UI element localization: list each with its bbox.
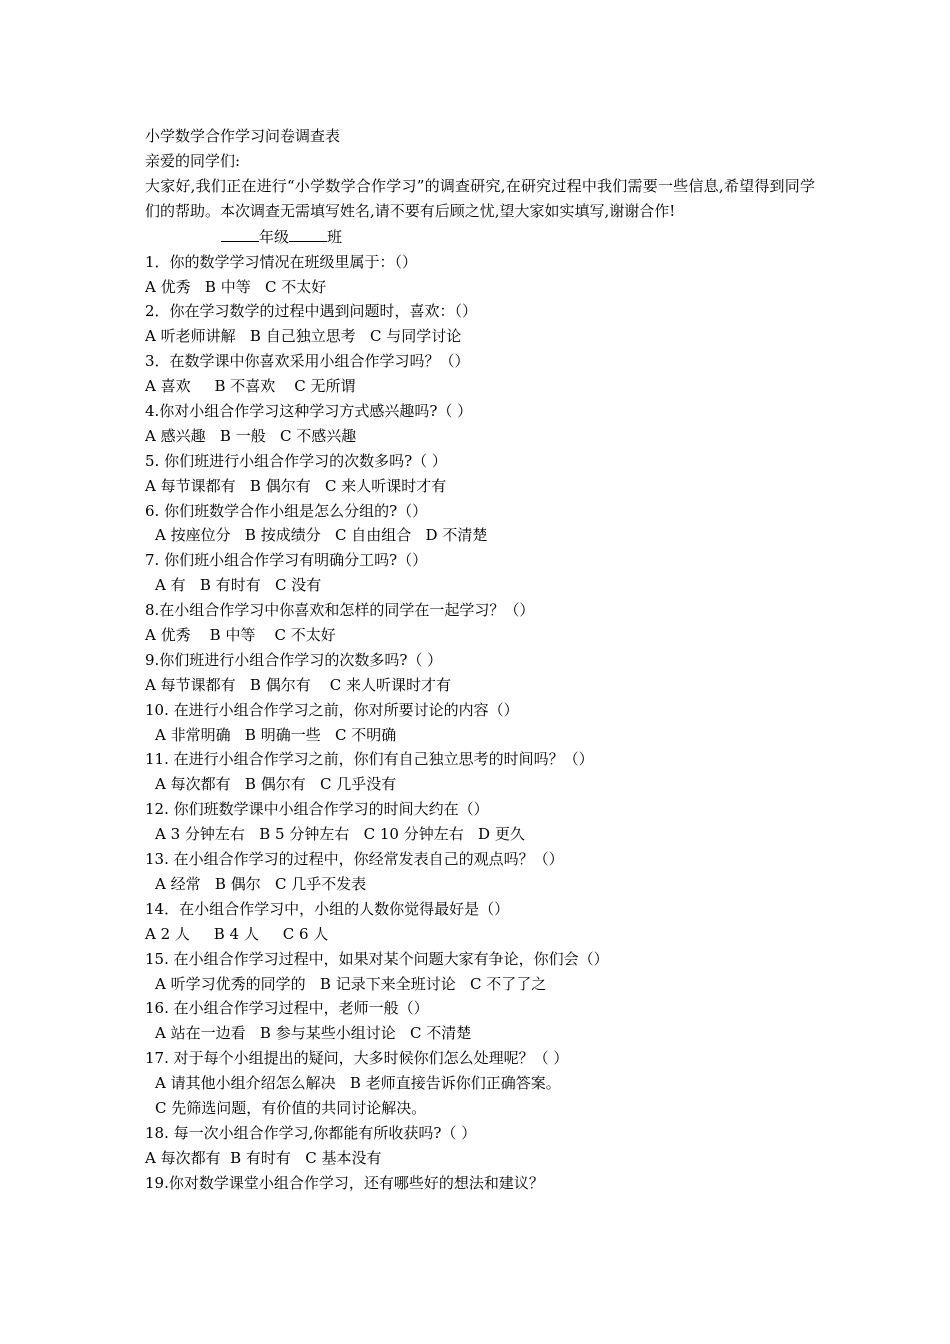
answer-options: A 3 分钟左右 B 5 分钟左右 C 10 分钟左右 D 更久: [155, 825, 525, 844]
answer-options: A 优秀 B 中等 C 不太好: [145, 277, 327, 296]
question-text: 6. 你们班数学合作小组是怎么分组的?（）: [145, 501, 428, 520]
answer-options: A 经常 B 偶尔 C 几乎不发表: [155, 874, 367, 893]
answer-options: A 每节课都有 B 偶尔有 C 来人听课时才有: [145, 476, 447, 495]
question-text: 14．在小组合作学习中，小组的人数你觉得最好是（）: [145, 899, 510, 918]
answer-options: A 有 B 有时有 C 没有: [155, 576, 322, 595]
question-text: 12. 你们班数学课中小组合作学习的时间大约在（）: [145, 800, 489, 819]
question-text: 17. 对于每个小组提出的疑问，大多时候你们怎么处理呢？（ ）: [145, 1049, 569, 1068]
question-text: 13. 在小组合作学习的过程中，你经常发表自己的观点吗？（）: [145, 850, 564, 869]
class-blank[interactable]: [289, 227, 327, 242]
question-text: 15. 在小组合作学习过程中，如果对某个问题大家有争论，你们会（）: [145, 949, 609, 968]
document-page: [145, 124, 815, 1196]
question-text: 10. 在进行小组合作学习之前，你对所要讨论的内容（）: [145, 700, 519, 719]
answer-options: A 按座位分 B 按成绩分 C 自由组合 D 不清楚: [155, 526, 488, 545]
answer-options: A 每次都有 B 有时有 C 基本没有: [145, 1148, 382, 1167]
question-list: [145, 250, 815, 1196]
question-text: 5. 你们班进行小组合作学习的次数多吗?（ ）: [145, 451, 447, 470]
question-text: 18. 每一次小组合作学习,你都能有所收获吗?（ ）: [145, 1123, 477, 1142]
question-text: 11. 在进行小组合作学习之前，你们有自己独立思考的时间吗？（）: [145, 750, 594, 769]
grade-blank[interactable]: [221, 227, 259, 242]
answer-options: A 听老师讲解 B 自己独立思考 C 与同学讨论: [145, 327, 462, 346]
answer-options: A 非常明确 B 明确一些 C 不明确: [155, 725, 397, 744]
question-text: 4.你对小组合作学习这种学习方式感兴趣吗?（ ）: [145, 402, 473, 421]
answer-options: A 优秀 B 中等 C 不太好: [145, 626, 336, 645]
answer-options: A 每节课都有 B 偶尔有 C 来人听课时才有: [145, 675, 452, 694]
answer-options: A 每次都有 B 偶尔有 C 几乎没有: [155, 775, 397, 794]
answer-options: A 感兴趣 B 一般 C 不感兴趣: [145, 426, 357, 445]
grade-label: 年级: [259, 227, 290, 246]
answer-options: A 2 人 B 4 人 C 6 人: [145, 924, 329, 943]
question-text: 7. 你们班小组合作学习有明确分工吗?（）: [145, 551, 428, 570]
document-title: 小学数学合作学习问卷调查表: [145, 127, 341, 145]
answer-options: A 喜欢 B 不喜欢 C 无所谓: [145, 377, 356, 396]
answer-options: A 听学习优秀的同学的 B 记录下来全班讨论 C 不了了之: [155, 974, 547, 993]
answer-options: A 站在一边看 B 参与某些小组讨论 C 不清楚: [155, 1024, 472, 1043]
question-text: 16. 在小组合作学习过程中，老师一般（）: [145, 999, 429, 1018]
intro-paragraph: 大家好,我们正在进行“小学数学合作学习”的调查研究,在研究过程中我们需要一些信息,希望得到同学们的帮助。本次调查无需填写姓名,请不要有后顾之忧,望大家如实填写,谢谢合作!: [145, 176, 815, 221]
question-text: 8.在小组合作学习中你喜欢和怎样的同学在一起学习？（）: [145, 601, 535, 620]
greeting: 亲爱的同学们:: [145, 151, 241, 170]
grade-class-line: [145, 225, 815, 250]
question-text: 3．在数学课中你喜欢采用小组合作学习吗？（）: [145, 352, 470, 371]
question-text: 9.你们班进行小组合作学习的次数多吗?（ ）: [145, 650, 443, 669]
question-text: 19.你对数学课堂小组合作学习，还有哪些好的想法和建议？: [145, 1173, 544, 1192]
answer-options: C 先筛选问题，有价值的共同讨论解决。: [155, 1098, 427, 1117]
class-label: 班: [327, 227, 343, 246]
answer-options: A 请其他小组介绍怎么解决 B 老师直接告诉你们正确答案。: [155, 1074, 561, 1093]
question-text: 2．你在学习数学的过程中遇到问题时，喜欢：（）: [145, 302, 478, 321]
question-text: 1．你的数学学习情况在班级里属于：（）: [145, 252, 418, 271]
